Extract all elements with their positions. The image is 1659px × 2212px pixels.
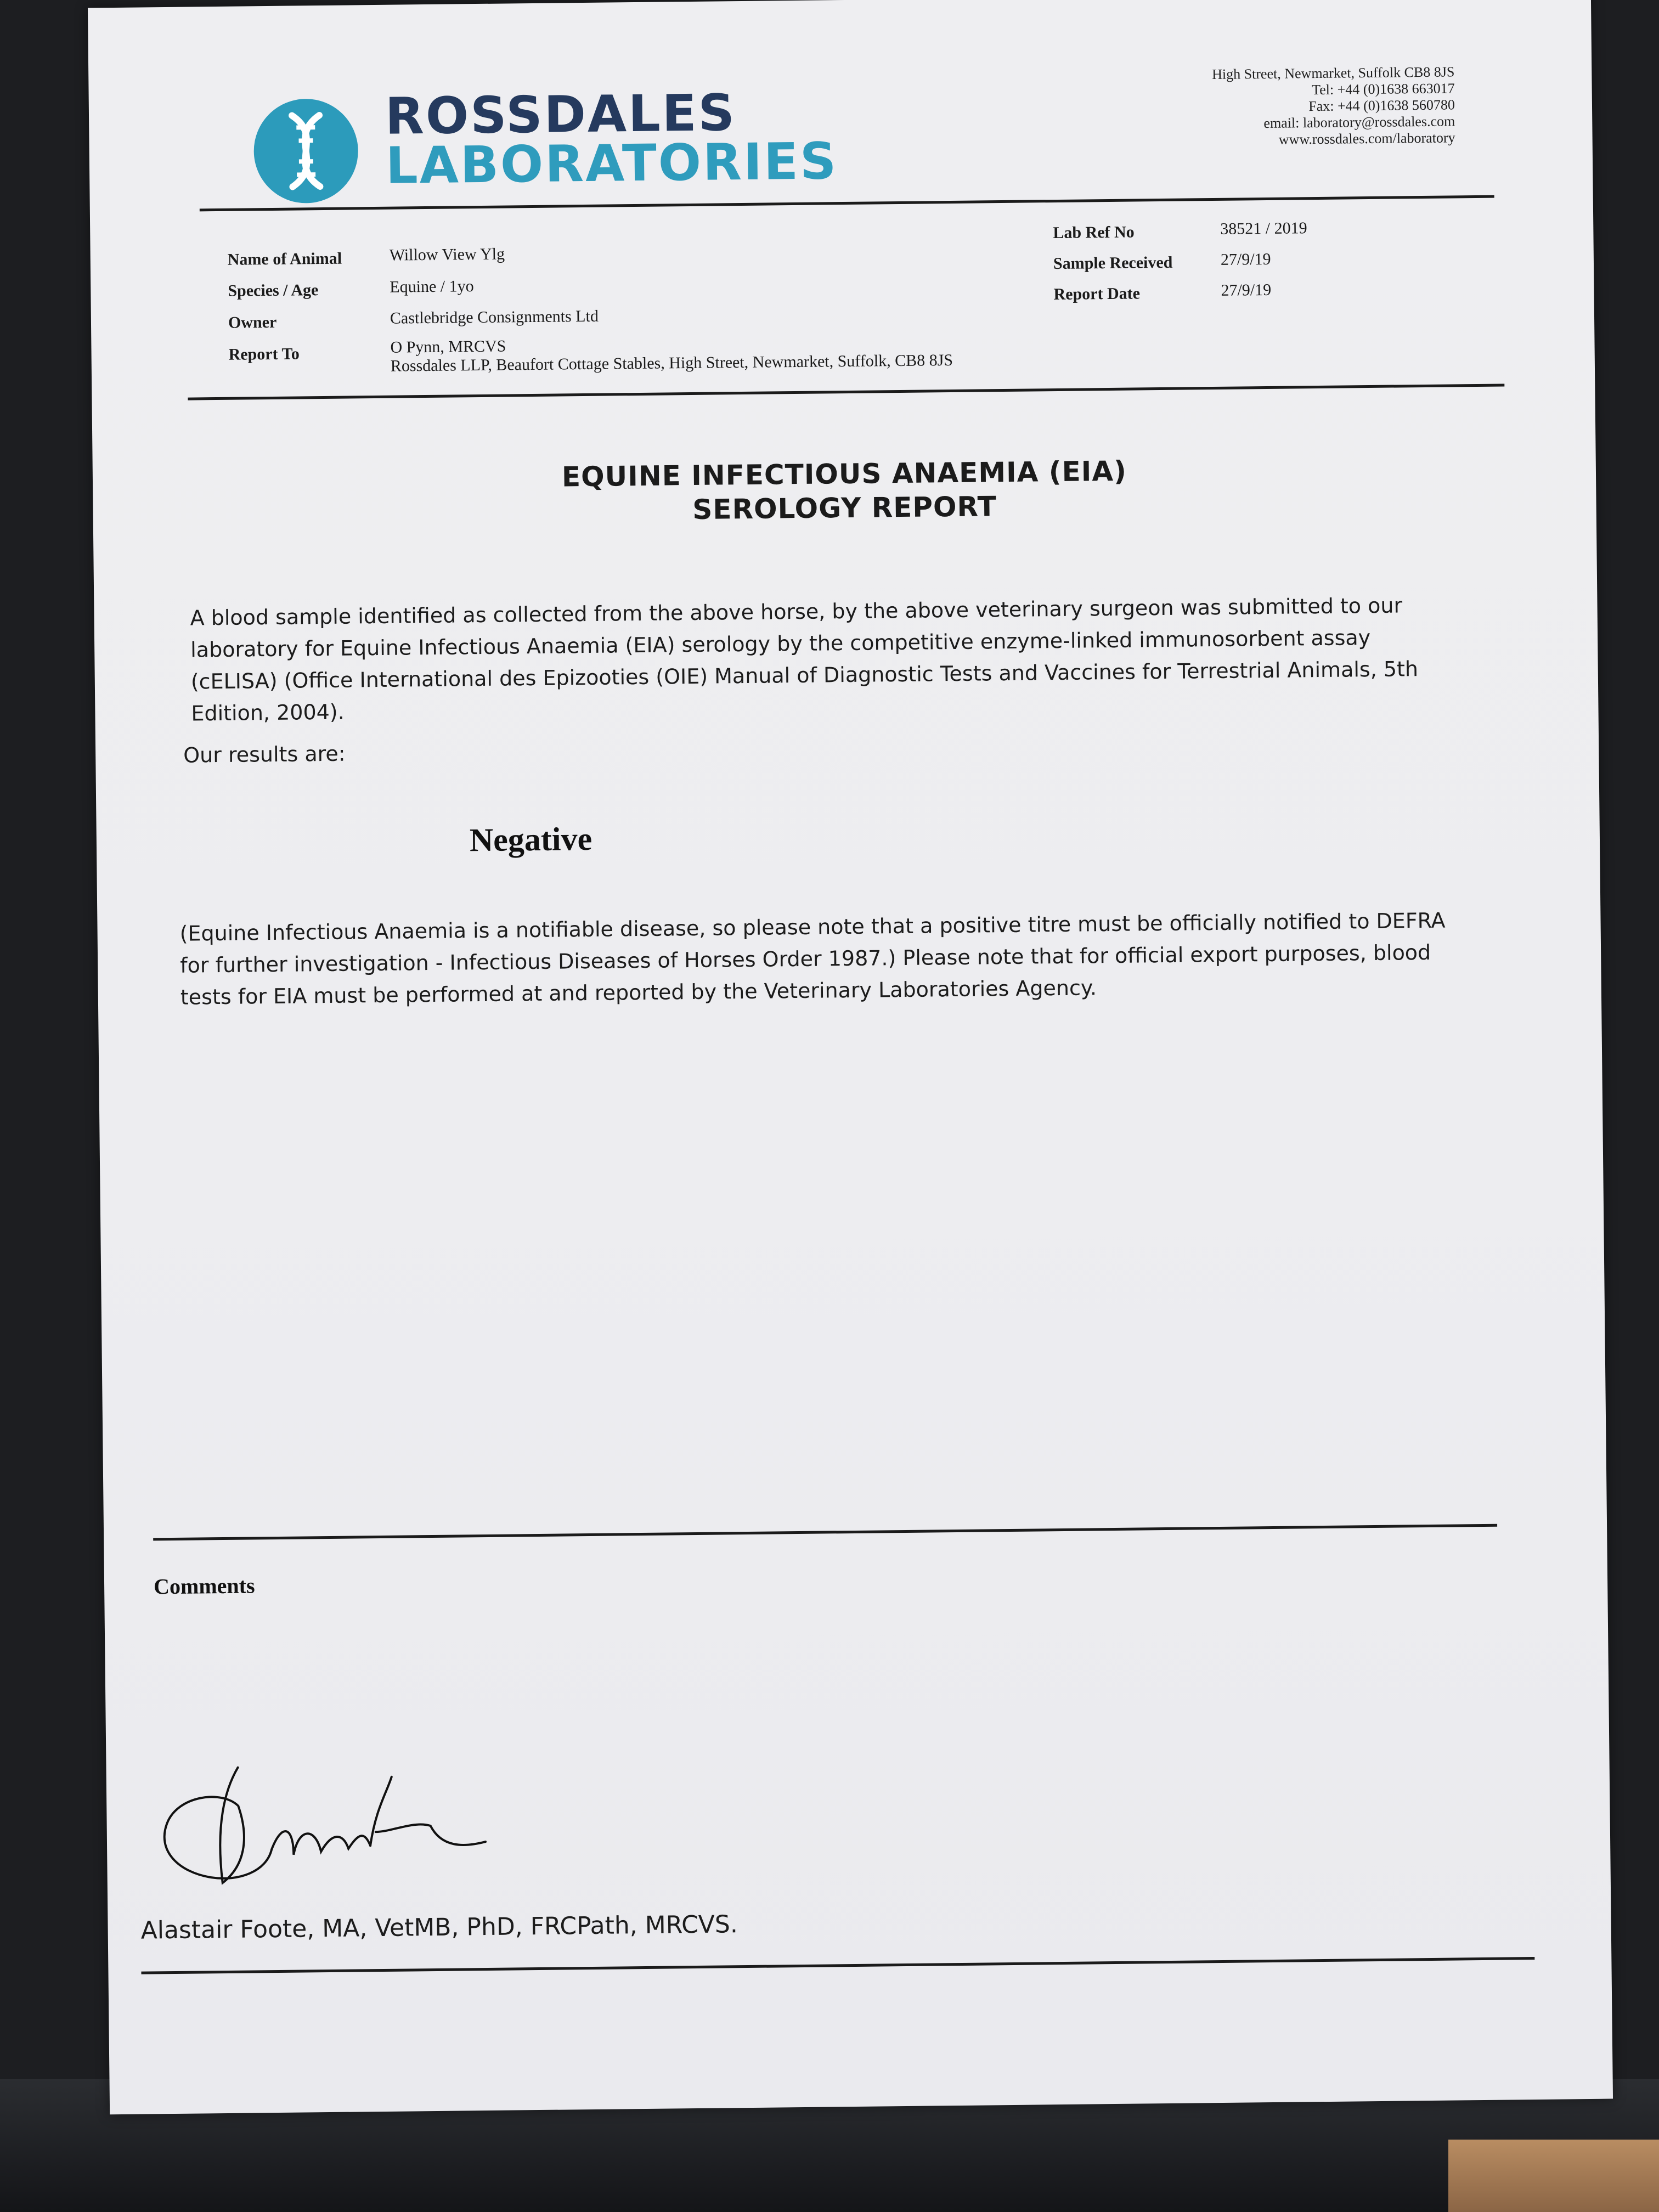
header-divider (200, 195, 1494, 212)
species-age-value: Equine / 1yo (390, 277, 474, 296)
floor-corner (1448, 2140, 1659, 2212)
species-age-label: Species / Age (228, 281, 319, 300)
report-paper (88, 0, 1613, 2114)
address-tel: Tel: +44 (0)1638 663017 (1311, 80, 1455, 98)
lab-ref-label: Lab Ref No (1053, 223, 1135, 242)
lab-address-block (1212, 64, 1455, 149)
sample-received-label: Sample Received (1053, 253, 1173, 273)
lab-name-line1: ROSSDALES (385, 83, 737, 146)
owner-value: Castlebridge Consignments Ltd (390, 307, 599, 328)
signature-image (155, 1754, 508, 1903)
notifiable-disease-note: (Equine Infectious Anaemia is a notifiable disease, so please note that a positive titre must be officially notified to DEFRA for further investigation - Infectious Diseases of Horses Order 1987.) Please note that for official export purposes, blood tests for EIA must be performed at and reported by the Veterinary Laboratories Agency. (179, 908, 1446, 1009)
report-to-label: Report To (228, 345, 300, 364)
report-content (88, 0, 1613, 2114)
info-divider (188, 383, 1504, 400)
result-value: Negative (469, 820, 592, 859)
name-of-animal-label: Name of Animal (227, 249, 342, 269)
name-of-animal-value: Willow View Ylg (389, 245, 505, 264)
address-email: email: laboratory@rossdales.com (1263, 113, 1455, 132)
comments-label: Comments (153, 1573, 255, 1599)
report-to-name: O Pynn, MRCVS (390, 337, 506, 357)
report-title-line2: SEROLOGY REPORT (692, 490, 997, 526)
report-date-value: 27/9/19 (1221, 280, 1272, 300)
lab-ref-value: 38521 / 2019 (1220, 219, 1307, 238)
dna-helix-icon (253, 98, 359, 204)
report-date-label: Report Date (1053, 284, 1141, 304)
address-fax: Fax: +44 (0)1638 560780 (1308, 97, 1455, 115)
footer-divider (141, 1957, 1534, 1974)
sample-received-value: 27/9/19 (1220, 250, 1271, 269)
report-to-address: Rossdales LLP, Beaufort Cottage Stables, High Street, Newmarket, Suffolk, CB8 8JS (390, 351, 953, 375)
report-paragraph: A blood sample identified as collected from the above horse, by the above veterinary surgeon was submitted to our laboratory for Equine Infectious Anaemia (EIA) serology by the competitive enzyme-linked immunosorbent assay (cELISA) (Office International des Epizooties (OIE) Manual of Diagnostic Tests and Vaccines for Terrestrial Animals, 5th Edition, 2004). (190, 593, 1419, 726)
comments-divider (153, 1524, 1497, 1541)
owner-label: Owner (228, 313, 277, 332)
address-website: www.rossdales.com/laboratory (1278, 129, 1455, 148)
results-intro: Our results are: (183, 741, 346, 768)
lab-name-line2: LABORATORIES (385, 132, 838, 195)
report-title-line1: EQUINE INFECTIOUS ANAEMIA (EIA) (561, 455, 1127, 493)
signatory-name: Alastair Foote, MA, VetMB, PhD, FRCPath, MRCVS. (140, 1910, 738, 1945)
address-street: High Street, Newmarket, Suffolk CB8 8JS (1211, 64, 1455, 82)
